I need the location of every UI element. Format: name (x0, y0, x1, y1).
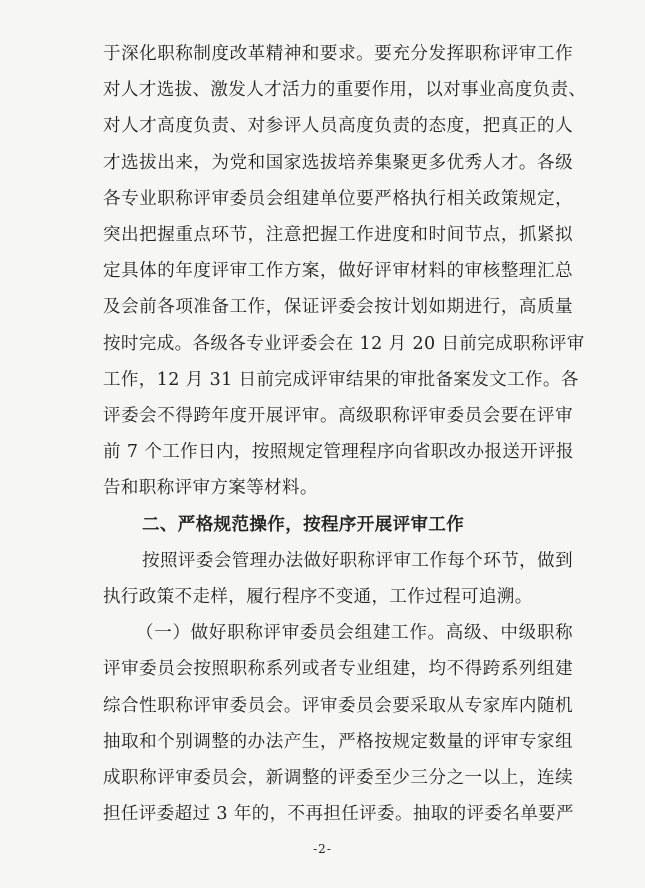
paragraph-line: 按照评委会管理办法做好职称评审工作每个环节，做到 (142, 551, 573, 571)
paragraph-line: 评审委员会按照职称系列或者专业组建，均不得跨系列组建 (103, 659, 573, 679)
paragraph-line: 抽取和个别调整的办法产生，严格按规定数量的评审专家组 (103, 732, 573, 752)
section-heading: 二、严格规范操作，按程序开展评审工作 (142, 515, 465, 535)
paragraph-line: 告和职称评审方案等材料。 (103, 478, 318, 498)
paragraph-line: 综合性职称评审委员会。评审委员会要采取从专家库内随机 (103, 696, 573, 716)
paragraph-line: 才选拔出来，为党和国家选拔培养集聚更多优秀人才。各级 (103, 153, 573, 173)
paragraph-line: 对人才高度负责、对参评人员高度负责的态度，把真正的人 (103, 116, 573, 136)
paragraph-line: 担任评委超过 3 年的，不再担任评委。抽取的评委名单要严 (103, 804, 574, 824)
paragraph-line: 定具体的年度评审工作方案，做好评审材料的审核整理汇总 (103, 261, 573, 281)
page-number: -2- (313, 842, 332, 856)
paragraph-line: 及会前各项准备工作，保证评委会按计划如期进行，高质量 (103, 297, 573, 317)
paragraph-line: 各专业职称评审委员会组建单位要严格执行相关政策规定， (103, 189, 573, 209)
paragraph-line: 按时完成。各级各专业评委会在 12 月 20 日前完成职称评审 (103, 334, 585, 354)
paragraph-line: 前 7 个工作日内，按照规定管理程序向省职改办报送开评报 (103, 442, 574, 462)
paragraph-line: 成职称评审委员会，新调整的评委至少三分之一以上，连续 (103, 768, 573, 788)
subsection-line: （一）做好职称评审委员会组建工作。高级、中级职称 (136, 623, 573, 643)
paragraph-line: 工作，12 月 31 日前完成评审结果的审批备案发文工作。各 (103, 370, 579, 390)
paragraph-line: 评委会不得跨年度开展评审。高级职称评审委员会要在评审 (103, 406, 573, 426)
paragraph-line: 突出把握重点环节，注意把握工作进度和时间节点，抓紧拟 (103, 225, 573, 245)
paragraph-line: 于深化职称制度改革精神和要求。要充分发挥职称评审工作 (103, 44, 573, 64)
paragraph-line: 执行政策不走样，履行程序不变通，工作过程可追溯。 (103, 587, 533, 607)
paragraph-line: 对人才选拔、激发人才活力的重要作用，以对事业高度负责、 (103, 80, 587, 100)
